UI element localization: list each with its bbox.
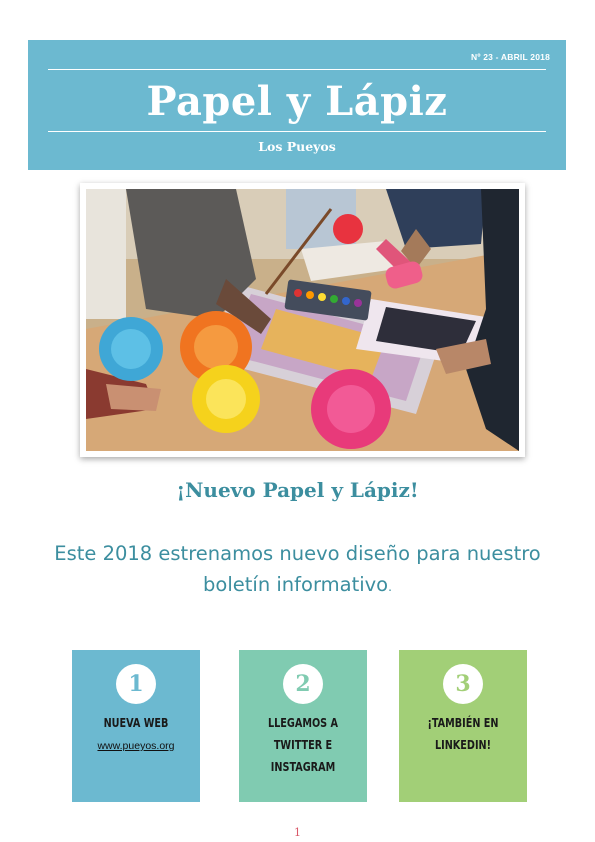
website-link[interactable]: www.pueyos.org [97,740,175,752]
card-number-badge: 2 [283,664,323,704]
article-headline: ¡Nuevo Papel y Lápiz! [176,478,419,502]
intro-end-mark: . [388,580,392,594]
page-number: 1 [294,826,301,839]
children-painting-photo [86,189,519,451]
newsletter-subtitle: Los Pueyos [258,139,336,154]
highlight-card-linkedin [399,650,527,802]
intro-text: Este 2018 estrenamos nuevo diseño para nuestro boletín informativo [54,542,541,596]
card-label: LLEGAMOS A TWITTER E INSTAGRAM [267,715,339,774]
card-label: NUEVA WEB [103,715,169,730]
highlight-card-new-web [72,650,200,802]
masthead-bottom-rule [48,131,546,132]
cover-photo [80,183,525,457]
masthead-top-rule [48,69,546,70]
masthead [28,40,566,170]
card-number-badge: 3 [443,664,483,704]
newsletter-title: Papel y Lápiz [146,78,448,125]
issue-label: Nº 23 - ABRIL 2018 [471,52,550,62]
highlight-card-social [239,650,367,802]
intro-paragraph [30,538,565,603]
card-number-badge: 1 [116,664,156,704]
card-label: ¡TAMBIÉN EN LINKEDIN! [427,715,499,752]
